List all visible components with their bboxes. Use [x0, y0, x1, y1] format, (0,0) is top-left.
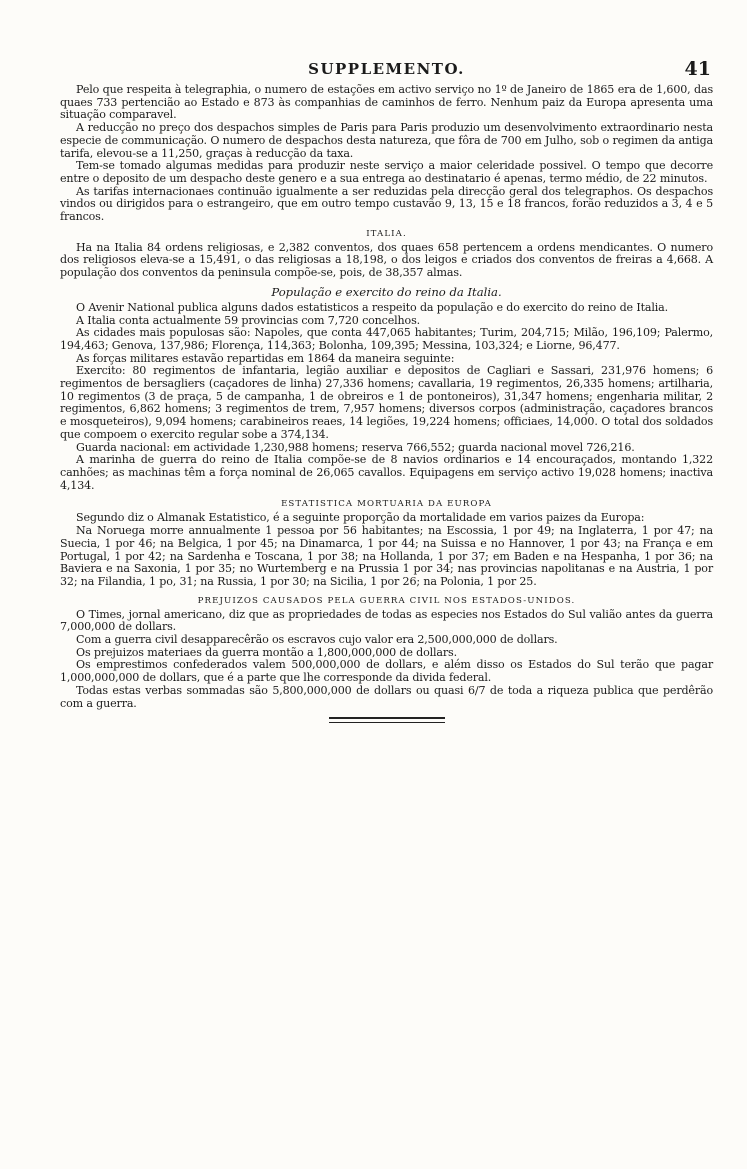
end-rule-divider: [329, 717, 445, 723]
populacao-section: [60, 285, 713, 493]
prejuizos-section: [60, 596, 713, 711]
telegraphy-section: [60, 84, 713, 224]
paragraph: Ha na Italia 84 ordens religiosas, e 2,382 conventos, dos quaes 658 pertencem a ordens mendicantes. O numero dos religiosos eleva-se a 15,491, o das religiosas a 18,198, o dos leigos e criados dos conventos de freiras a 4,668. A população dos conventos da peninsula compõe-se, pois, de 38,357 almas.: [60, 240, 713, 280]
section-heading-estatistica: ESTATISTICA MORTUARIA DA EUROPA: [281, 499, 492, 510]
paragraph: As tarifas internacionaes continuão igualmente a ser reduzidas pela direcção geral dos telegraphos. Os despachos vindos ou dirigidos para o estrangeiro, que em outro tempo custavão 9, 13, 15 e 18 francos, forão reduzidos a 3, 4 e 5 francos.: [60, 184, 713, 224]
paragraph: Tem-se tomado algumas medidas para produzir neste serviço a maior celeridade possivel. O tempo que decorre entre o deposito de um despacho deste genero e a sua entrega ao destinatario é apenas, termo médio, de 22 minutos.: [60, 159, 713, 185]
page-number: 41: [684, 58, 711, 80]
paragraph: Com a guerra civil desapparecêrão os escravos cujo valor era 2,500,000,000 de dollars.: [76, 633, 558, 647]
paragraph: Na Noruega morre annualmente 1 pessoa por 56 habitantes; na Escossia, 1 por 49; na Inglaterra, 1 por 47; na Suecia, 1 por 46; na Belgica, 1 por 45; na Dinamarca, 1 por 44; na Suissa e no Hannover, 1 por 43; na França e em Portugal, 1 por 42; na Sardenha e Toscana, 1 por 38; na Hollanda, 1 por 37; em Baden e na Hespanha, 1 por 36; na Baviera e na Saxonia, 1 por 35; no Wurtemberg e na Prussia 1 por 34; nas provincias napolitanas e na Austria, 1 por 32; na Filandia, 1 po, 31; na Russia, 1 por 30; na Sicilia, 1 por 26; na Polonia, 1 por 25.: [60, 524, 713, 588]
paragraph: Exercito: 80 regimentos de infantaria, legião auxiliar e depositos de Cagliari e Sassari, 231,976 homens; 6 regimentos de bersagliers (caçadores de linha) 27,336 homens; cavallaria, 19 regimentos, 26,335 homens; artilharia, 10 regimentos (3 de praça, 5 de campanha, 1 de obreiros e 1 de pontoneiros), 31,347 homens; engenharia militar, 2 regimentos, 6,862 homens; 3 regimentos de trem, 7,957 homens; diversos corpos (administração, caçadores brancos e mosqueteiros), 9,094 homens; carabineiros reaes, 14 legiões, 19,224 homens; officiaes, 14,000. O total dos soldados que compoem o exercito regular sobe a 374,134.: [60, 364, 713, 441]
paragraph: Pelo que respeita à telegraphia, o numero de estações em activo serviço no 1º de Janeiro de 1865 era de 1,600, das quaes 733 pertencião ao Estado e 873 às companhias de caminhos de ferro. Nenhum paiz da Europa apresenta uma situação comparavel.: [60, 83, 713, 122]
section-heading-populacao: População e exercito do reino da Italia.: [271, 284, 502, 299]
running-title: SUPPLEMENTO.: [308, 60, 465, 78]
section-heading-prejuizos: PREJUIZOS CAUSADOS PELA GUERRA CIVIL NOS ESTADOS-UNIDOS.: [197, 595, 576, 606]
running-header: [60, 58, 713, 84]
paragraph: A Italia conta actualmente 59 provincias com 7,720 concelhos.: [76, 313, 420, 327]
paragraph: Os emprestimos confederados valem 500,000,000 de dollars, e além disso os Estados do Sul terão que pagar 1,000,000,000 de dollars, que é a parte que lhe corresponde da divida federal.: [60, 658, 713, 685]
estatistica-section: [60, 499, 713, 588]
paragraph: As forças militares estavão repartidas em 1864 da maneira seguinte:: [76, 351, 455, 365]
paragraph: A marinha de guerra do reino de Italia compõe-se de 8 navios ordinarios e 14 encouraçados, montando 1,322 canhões; as machinas têm a força nominal de 26,065 cavallos. Equipagens em serviço activo 19,028 homens; inactiva 4,134.: [60, 453, 713, 492]
paragraph: Segundo diz o Almanak Estatistico, é a seguinte proporção da mortalidade em varios paizes da Europa:: [76, 511, 645, 525]
italia-section: [60, 229, 713, 280]
paragraph: O Avenir National publica alguns dados estatisticos a respeito da população e do exercito do reino de Italia.: [76, 300, 668, 314]
section-heading-italia: ITALIA.: [366, 228, 407, 239]
paragraph: O Times, jornal americano, diz que as propriedades de todas as especies nos Estados do Sul valião antes da guerra 7,000,000 de dollars.: [60, 607, 713, 634]
paragraph: Guarda nacional: em actividade 1,230,988 homens; reserva 766,552; guarda nacional movel 726,216.: [76, 440, 635, 454]
paragraph: Os prejuizos materiaes da guerra montão a 1,800,000,000 de dollars.: [76, 645, 457, 659]
paragraph: Todas estas verbas sommadas são 5,800,000,000 de dollars ou quasi 6/7 de toda a riqueza publica que perdêrão com a guerra.: [60, 683, 713, 710]
paragraph: A reducção no preço dos despachos simples de Paris para Paris produzio um desenvolvimento extraordinario nesta especie de communicação. O numero de despachos desta natureza, que fôra de 700 em Julho, sob o regimen da antiga tarifa, elevou-se a 11,250, graças à reducção da taxa.: [60, 121, 713, 160]
paragraph: As cidades mais populosas são: Napoles, que conta 447,065 habitantes; Turim, 204,715; Milão, 196,109; Palermo, 194,463; Genova, 137,986; Florença, 114,363; Bolonha, 109,395; Messina, 103,324; e Liorne, 96,477.: [60, 326, 713, 352]
